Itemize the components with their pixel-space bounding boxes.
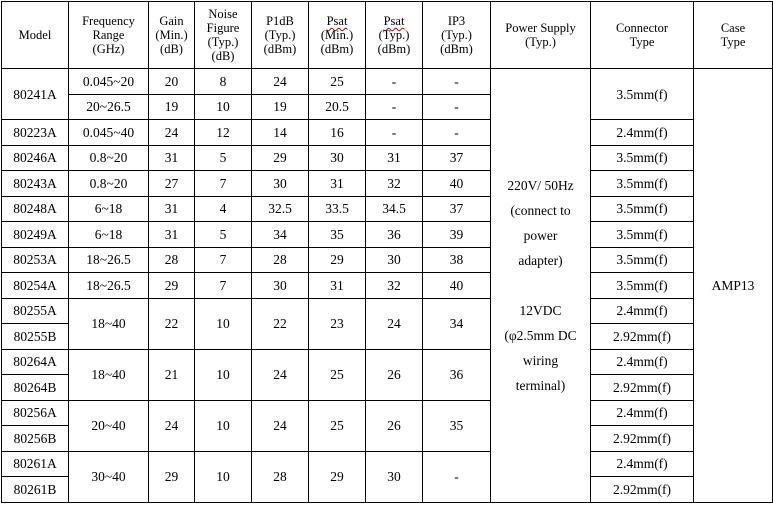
model-cell: 80264B [2,375,69,401]
frequency-cell: 30~40 [69,451,149,502]
ip3-cell: - [423,120,491,146]
psat-typ-cell: 30 [366,451,423,502]
p1db-cell: 29 [252,145,309,171]
model-cell: 80264A [2,349,69,375]
psat-min-cell: 33.5 [309,196,366,222]
psat-typ-cell: - [366,94,423,120]
frequency-cell: 20~40 [69,400,149,451]
connector-cell: 3.5mm(f) [591,171,694,197]
connector-cell: 3.5mm(f) [591,273,694,299]
frequency-cell: 6~18 [69,222,149,248]
p1db-cell: 28 [252,451,309,502]
table-row [2,400,773,426]
connector-cell: 3.5mm(f) [591,69,694,120]
psat-typ-cell: 26 [366,400,423,451]
ip3-cell: 40 [423,273,491,299]
psat-typ-cell: 36 [366,222,423,248]
psat-typ-cell: - [366,120,423,146]
psat-typ-cell: 32 [366,171,423,197]
model-cell: 80253A [2,247,69,273]
frequency-cell: 0.8~20 [69,145,149,171]
connector-cell: 2.92mm(f) [591,375,694,401]
model-cell: 80256A [2,400,69,426]
noise-figure-cell: 10 [195,94,252,120]
table-row [2,451,773,477]
frequency-cell: 0.045~20 [69,69,149,95]
psat-min-cell: 25 [309,400,366,451]
noise-figure-cell: 5 [195,145,252,171]
psat-min-cell: 20.5 [309,94,366,120]
gain-cell: 29 [149,451,195,502]
ip3-cell: 34 [423,298,491,349]
noise-figure-cell: 7 [195,171,252,197]
header-ip3: IP3 (Typ.) (dBm) [423,2,491,69]
ip3-cell: 36 [423,349,491,400]
ip3-cell: 37 [423,145,491,171]
header-gain: Gain (Min.) (dB) [149,2,195,69]
gain-cell: 24 [149,400,195,451]
p1db-cell: 19 [252,94,309,120]
connector-cell: 2.4mm(f) [591,451,694,477]
amplifier-spec-table [1,1,773,503]
psat-min-cell: 23 [309,298,366,349]
p1db-cell: 30 [252,171,309,197]
connector-cell: 2.4mm(f) [591,298,694,324]
model-cell: 80255A [2,298,69,324]
p1db-cell: 32.5 [252,196,309,222]
table-row [2,196,773,222]
noise-figure-cell: 7 [195,247,252,273]
ip3-cell: 35 [423,400,491,451]
ip3-cell: - [423,69,491,95]
psat-typ-cell: 24 [366,298,423,349]
table-row [2,69,773,95]
psat-typ-cell: 30 [366,247,423,273]
gain-cell: 31 [149,196,195,222]
psat-min-cell: 30 [309,145,366,171]
noise-figure-cell: 10 [195,400,252,451]
ip3-cell: - [423,94,491,120]
connector-cell: 2.92mm(f) [591,426,694,452]
psat-min-cell: 29 [309,451,366,502]
noise-figure-cell: 12 [195,120,252,146]
header-row [2,2,773,69]
psat-typ-cell: 26 [366,349,423,400]
noise-figure-cell: 10 [195,298,252,349]
connector-cell: 2.92mm(f) [591,324,694,350]
noise-figure-cell: 10 [195,451,252,502]
frequency-cell: 0.8~20 [69,171,149,197]
header-frequency-range: Frequency Range (GHz) [69,2,149,69]
frequency-cell: 20~26.5 [69,94,149,120]
noise-figure-cell: 10 [195,349,252,400]
gain-cell: 31 [149,222,195,248]
connector-cell: 3.5mm(f) [591,196,694,222]
model-cell: 80254A [2,273,69,299]
ip3-cell: 40 [423,171,491,197]
table-row [2,273,773,299]
header-case-type: Case Type [694,2,773,69]
psat-min-cell: 31 [309,171,366,197]
gain-cell: 31 [149,145,195,171]
p1db-cell: 24 [252,400,309,451]
p1db-cell: 24 [252,349,309,400]
gain-cell: 21 [149,349,195,400]
psat-typ-cell: - [366,69,423,95]
gain-cell: 20 [149,69,195,95]
frequency-cell: 0.045~40 [69,120,149,146]
header-connector-type: Connector Type [591,2,694,69]
model-cell: 80223A [2,120,69,146]
table-row [2,120,773,146]
table-row [2,298,773,324]
p1db-cell: 34 [252,222,309,248]
header-model: Model [2,2,69,69]
header-noise-figure: Noise Figure (Typ.) (dB) [195,2,252,69]
ip3-cell: - [423,451,491,502]
connector-cell: 2.4mm(f) [591,349,694,375]
p1db-cell: 14 [252,120,309,146]
connector-cell: 3.5mm(f) [591,247,694,273]
psat-typ-cell: 34.5 [366,196,423,222]
model-cell: 80256B [2,426,69,452]
psat-min-cell: 31 [309,273,366,299]
header-power-supply: Power Supply (Typ.) [491,2,591,69]
header-psat-typ: Psat (Typ.) (dBm) [366,2,423,69]
model-cell: 80246A [2,145,69,171]
frequency-cell: 18~40 [69,298,149,349]
model-cell: 80243A [2,171,69,197]
noise-figure-cell: 7 [195,273,252,299]
noise-figure-cell: 8 [195,69,252,95]
ip3-cell: 38 [423,247,491,273]
table-row [2,171,773,197]
frequency-cell: 18~26.5 [69,247,149,273]
frequency-cell: 18~40 [69,349,149,400]
connector-cell: 2.4mm(f) [591,400,694,426]
psat-typ-cell: 31 [366,145,423,171]
psat-min-cell: 29 [309,247,366,273]
psat-min-cell: 35 [309,222,366,248]
p1db-cell: 28 [252,247,309,273]
psat-min-cell: 25 [309,349,366,400]
p1db-cell: 24 [252,69,309,95]
gain-cell: 28 [149,247,195,273]
model-cell: 80241A [2,69,69,120]
ip3-cell: 39 [423,222,491,248]
gain-cell: 19 [149,94,195,120]
model-cell: 80255B [2,324,69,350]
power-supply-cell: 220V/ 50Hz (connect to power adapter) 12VDC (φ2.5mm DC wiring terminal) [491,69,591,503]
psat-typ-cell: 32 [366,273,423,299]
table-row [2,247,773,273]
header-p1db: P1dB (Typ.) (dBm) [252,2,309,69]
model-cell: 80261A [2,451,69,477]
gain-cell: 22 [149,298,195,349]
model-cell: 80248A [2,196,69,222]
frequency-cell: 6~18 [69,196,149,222]
gain-cell: 24 [149,120,195,146]
gain-cell: 27 [149,171,195,197]
case-type-cell: AMP13 [694,69,773,503]
connector-cell: 3.5mm(f) [591,222,694,248]
psat-min-cell: 16 [309,120,366,146]
noise-figure-cell: 4 [195,196,252,222]
p1db-cell: 22 [252,298,309,349]
noise-figure-cell: 5 [195,222,252,248]
table-row [2,349,773,375]
model-cell: 80249A [2,222,69,248]
table-row [2,145,773,171]
connector-cell: 3.5mm(f) [591,145,694,171]
connector-cell: 2.92mm(f) [591,477,694,503]
frequency-cell: 18~26.5 [69,273,149,299]
p1db-cell: 30 [252,273,309,299]
model-cell: 80261B [2,477,69,503]
connector-cell: 2.4mm(f) [591,120,694,146]
ip3-cell: 37 [423,196,491,222]
header-psat-min: Psat (Min.) (dBm) [309,2,366,69]
psat-min-cell: 25 [309,69,366,95]
gain-cell: 29 [149,273,195,299]
table-row [2,222,773,248]
